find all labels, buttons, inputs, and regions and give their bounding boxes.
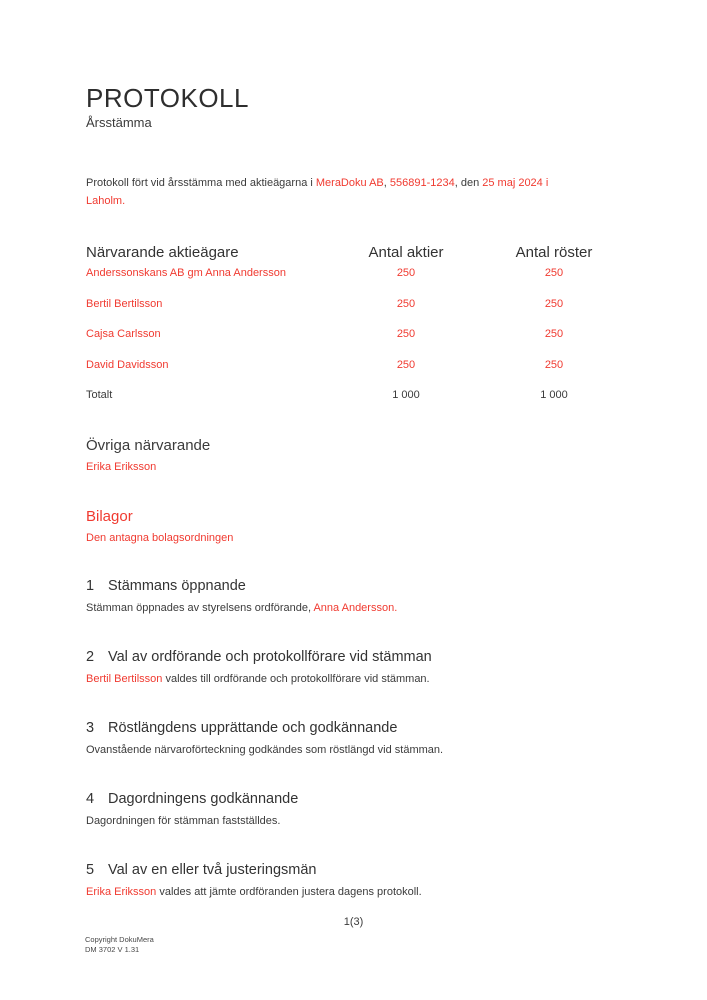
section-3 xyxy=(86,718,622,758)
table-header-row xyxy=(86,243,622,262)
shareholder-name: David Davidsson xyxy=(86,358,169,371)
section-number: 3 xyxy=(86,720,95,736)
body-segment: Stämman öppnades av styrelsens ordförande, xyxy=(86,602,314,614)
table-row xyxy=(86,266,622,297)
section-2 xyxy=(86,647,622,687)
section-number: 1 xyxy=(86,578,95,594)
body-segment: Ovanstående närvaroförteckning godkändes som röstlängd vid stämman. xyxy=(86,744,444,756)
body-segment: Erika Eriksson xyxy=(86,886,157,898)
document-subtitle: Årsstämma xyxy=(86,115,152,130)
section-1-body xyxy=(86,601,622,616)
votes-value: 250 xyxy=(544,267,564,279)
body-segment: valdes till ordförande och protokollförare vid stämman. xyxy=(162,673,430,685)
body-segment: Anna Andersson. xyxy=(313,602,398,614)
body-segment: Dagordningen för stämman fastställdes. xyxy=(86,815,281,827)
attachments-heading: Bilagor xyxy=(86,508,133,525)
section-5-heading xyxy=(86,860,622,880)
table-row xyxy=(86,358,622,389)
votes-value: 250 xyxy=(544,358,564,371)
section-2-body xyxy=(86,672,622,687)
section-4 xyxy=(86,789,622,829)
table-row xyxy=(86,327,622,358)
shares-value: 250 xyxy=(396,297,416,310)
column-header-shares: Antal aktier xyxy=(368,244,444,261)
intro-segment: , den xyxy=(454,177,483,189)
section-title: Val av en eller två justeringsmän xyxy=(108,862,317,878)
section-title: Stämmans öppnande xyxy=(108,578,246,594)
section-3-body xyxy=(86,743,622,758)
attachment-item: Den antagna bolagsordningen xyxy=(86,532,234,544)
page-number: 1(3) xyxy=(343,916,364,928)
company-name: MeraDoku AB xyxy=(315,177,384,189)
section-number: 4 xyxy=(86,791,95,807)
meeting-date: 25 maj 2024 i xyxy=(482,177,549,189)
shareholder-name: Cajsa Carlsson xyxy=(86,328,161,340)
body-segment: Bertil Bertilsson xyxy=(86,673,163,685)
others-present-heading: Övriga närvarande xyxy=(86,437,211,454)
section-4-heading xyxy=(86,789,622,809)
section-number: 5 xyxy=(86,862,95,878)
section-3-heading xyxy=(86,718,622,738)
votes-value: 250 xyxy=(544,297,564,310)
shares-value: 250 xyxy=(396,267,416,279)
total-votes: 1 000 xyxy=(540,389,568,401)
table-row xyxy=(86,297,622,328)
body-segment: valdes att jämte ordföranden justera dagens protokoll. xyxy=(156,886,422,898)
shareholder-name: Anderssonskans AB gm Anna Andersson xyxy=(86,267,286,279)
section-4-body xyxy=(86,814,622,829)
intro-segment: Protokoll fört vid årsstämma med aktieägarna i xyxy=(86,177,316,189)
document-title: PROTOKOLL xyxy=(86,83,249,113)
section-title: Röstlängdens upprättande och godkännande xyxy=(108,720,398,736)
column-header-votes: Antal röster xyxy=(515,244,593,261)
copyright-line: Copyright DokuMera xyxy=(85,935,154,944)
table-total-row xyxy=(86,388,622,403)
version-line: DM 3702 V 1.31 xyxy=(85,944,140,954)
shares-value: 250 xyxy=(396,358,416,371)
total-shares: 1 000 xyxy=(392,389,420,401)
section-1 xyxy=(86,576,622,616)
section-title: Val av ordförande och protokollförare vid stämman xyxy=(108,649,432,665)
shares-value: 250 xyxy=(396,328,416,340)
column-header-shareholders: Närvarande aktieägare xyxy=(86,244,239,261)
meeting-place: Laholm. xyxy=(86,195,126,207)
shareholder-name: Bertil Bertilsson xyxy=(86,297,163,310)
section-5-body xyxy=(86,885,622,900)
intro-paragraph xyxy=(86,174,622,210)
section-title: Dagordningens godkännande xyxy=(108,791,299,807)
votes-value: 250 xyxy=(544,328,564,340)
total-label: Totalt xyxy=(86,389,113,401)
others-present-name: Erika Eriksson xyxy=(86,461,157,473)
intro-segment: , xyxy=(383,177,390,189)
org-number: 556891-1234 xyxy=(389,177,455,189)
section-2-heading xyxy=(86,647,622,667)
footer-note xyxy=(85,935,154,954)
section-1-heading xyxy=(86,576,622,596)
shareholder-table xyxy=(86,243,622,403)
section-5 xyxy=(86,860,622,900)
section-number: 2 xyxy=(86,649,95,665)
